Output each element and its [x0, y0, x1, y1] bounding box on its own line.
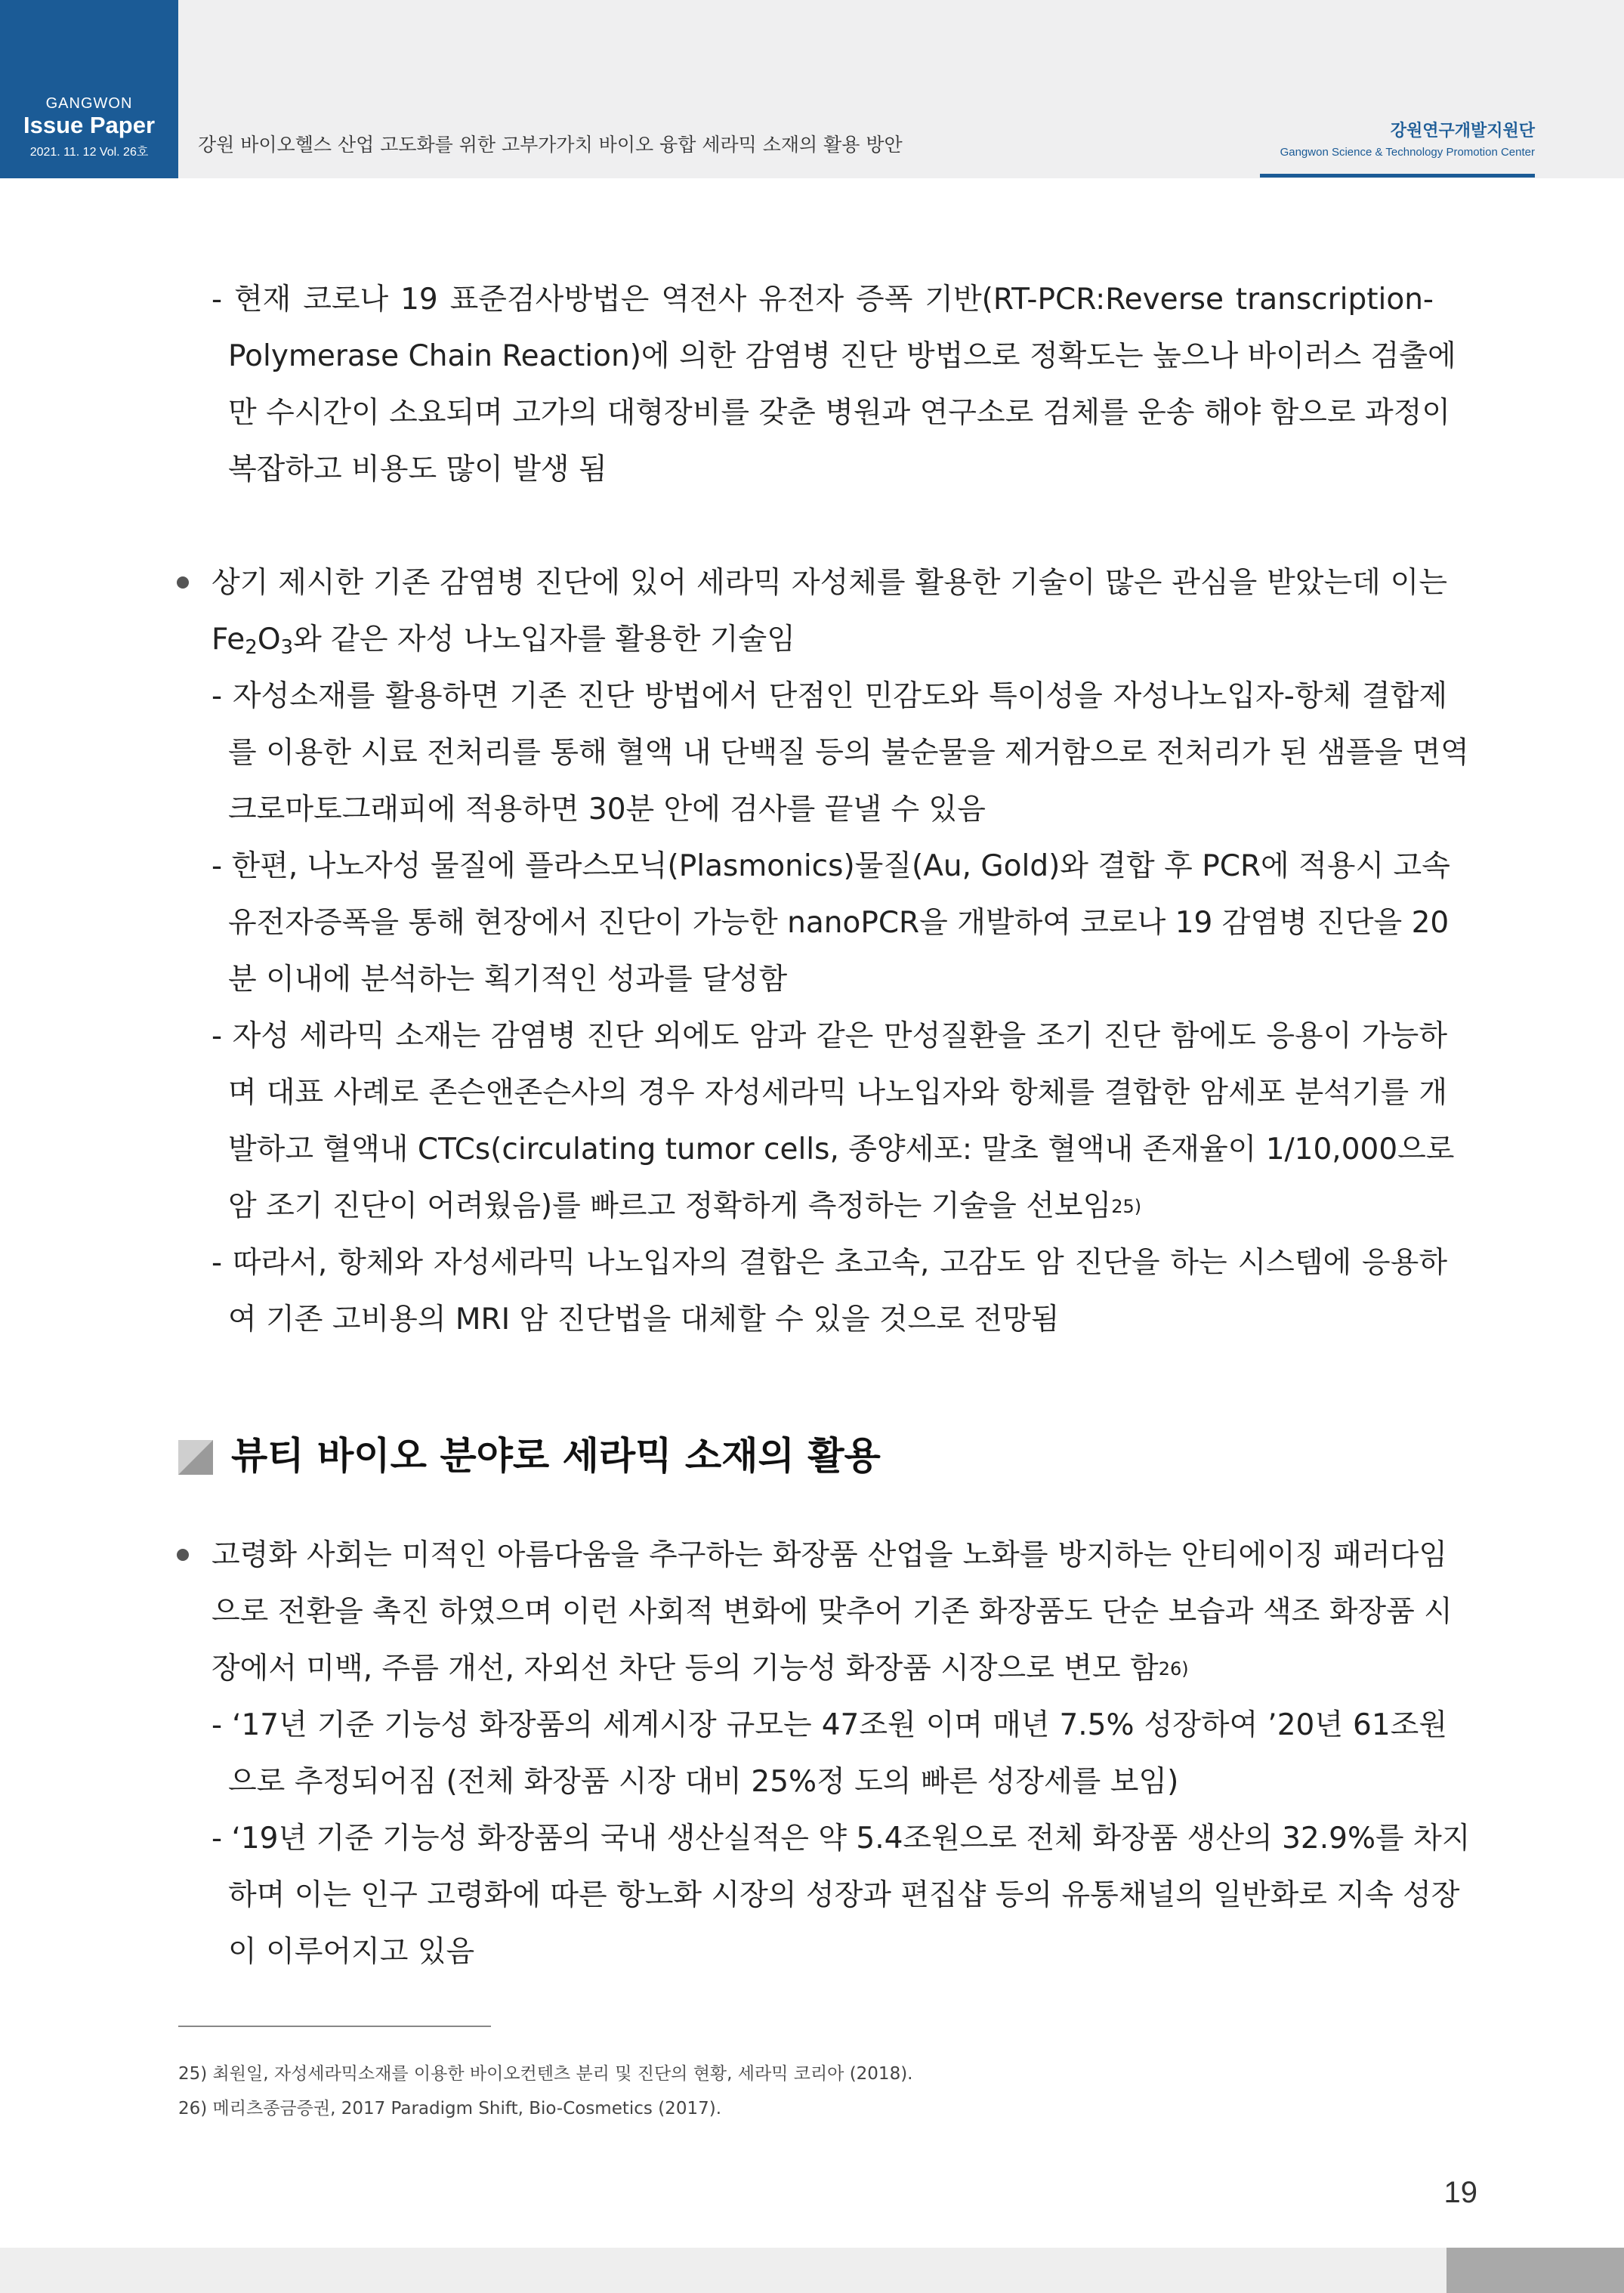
body-line: 며 대표 사례로 존슨앤존슨사의 경우 자성세라믹 나노입자와 항체를 결합한 암세포 분석기를 개 [228, 1076, 1447, 1110]
body-line: - 현재 코로나 19 표준검사방법은 역전사 유전자 증폭 기반(RT-PCR:Reverse transcription- [211, 283, 1434, 317]
body-line: 상기 제시한 기존 감염병 진단에 있어 세라믹 자성체를 활용한 기술이 많은 관심을 받았는데 이는 [211, 566, 1447, 600]
formula-rest: 와 같은 자성 나노입자를 활용한 기술임 [293, 623, 795, 657]
body-line [228, 1188, 1141, 1225]
page-header [0, 0, 1624, 178]
footnote: 26) 메리츠종금증권, 2017 Paradigm Shift, Bio-Cosmetics (2017). [178, 2099, 722, 2118]
formula-fe: Fe [211, 623, 245, 657]
body-line: 를 이용한 시료 전처리를 통해 혈액 내 단백질 등의 불순물을 제거함으로 전처리가 된 샘플을 면역 [228, 736, 1469, 770]
document-title: 강원 바이오헬스 산업 고도화를 위한 고부가가치 바이오 융합 세라믹 소재의 활용 방안 [198, 134, 903, 156]
issue-date: 2021. 11. 12 Vol. 26호 [29, 146, 149, 159]
body-line: - ‘19년 기준 기능성 화장품의 국내 생산실적은 약 5.4조원으로 전체 화장품 생산의 32.9%를 차지 [211, 1822, 1471, 1856]
footnote: 25) 최원일, 자성세라믹소재를 이용한 바이오컨텐츠 분리 및 진단의 현황, 세라믹 코리아 (2018). [178, 2064, 913, 2084]
body-line: 으로 추정되어짐 (전체 화장품 시장 대비 25%정 도의 빠른 성장세를 보임) [228, 1765, 1179, 1799]
body-line: - 한편, 나노자성 물질에 플라스모닉(Plasmonics)물질(Au, Gold)와 결합 후 PCR에 적용시 고속 [211, 849, 1450, 883]
body-line [211, 621, 795, 659]
page-number: 19 [1443, 2176, 1477, 2209]
footer-band [0, 2248, 1446, 2293]
section-title: 뷰티 바이오 분야로 세라믹 소재의 활용 [231, 1434, 881, 1478]
bullet-icon [177, 1549, 189, 1561]
brand-issue-paper: Issue Paper [23, 112, 156, 138]
brand-gangwon: GANGWON [45, 95, 133, 112]
body-line [211, 1650, 1189, 1688]
body-line: 으로 전환을 촉진 하였으며 이런 사회적 변화에 맞추어 기존 화장품도 단순 보습과 색조 화장품 시 [211, 1595, 1453, 1629]
bullet-icon [177, 576, 189, 589]
body-line: 복잡하고 비용도 많이 발생 됨 [228, 453, 607, 487]
formula-subscript: 2 [245, 636, 258, 659]
body-line: - 자성소재를 활용하면 기존 진단 방법에서 단점인 민감도와 특이성을 자성나노입자-항체 결합제 [211, 679, 1447, 713]
body-line: - 자성 세라믹 소재는 감염병 진단 외에도 암과 같은 만성질환을 조기 진단 함에도 응용이 가능하 [211, 1019, 1447, 1053]
body-line: 만 수시간이 소요되며 고가의 대형장비를 갖춘 병원과 연구소로 검체를 운송 해야 함으로 과정이 [228, 396, 1451, 430]
organization-name-english: Gangwon Science & Technology Promotion Center [1280, 146, 1535, 159]
body-text: 장에서 미백, 주름 개선, 자외선 차단 등의 기능성 화장품 시장으로 변모 함 [211, 1652, 1159, 1686]
organization-underline [1260, 174, 1535, 178]
body-line: 발하고 혈액내 CTCs(circulating tumor cells, 종양세포: 말초 혈액내 존재율이 1/10,000으로 [228, 1133, 1455, 1167]
organization-name-korean: 강원연구개발지원단 [1390, 122, 1535, 141]
issue-paper-logo [0, 0, 178, 178]
section-square-icon [178, 1440, 213, 1475]
body-line: 이 이루어지고 있음 [228, 1935, 475, 1969]
footer-block [1446, 2248, 1624, 2293]
body-text: 암 조기 진단이 어려웠음)를 빠르고 정확하게 측정하는 기술을 선보임 [228, 1189, 1112, 1223]
formula-subscript: 3 [280, 636, 294, 659]
body-line: 크로마토그래피에 적용하면 30분 안에 검사를 끝낼 수 있음 [228, 793, 986, 827]
body-line: 여 기존 고비용의 MRI 암 진단법을 대체할 수 있을 것으로 전망됨 [228, 1303, 1060, 1337]
body-line: 분 이내에 분석하는 획기적인 성과를 달성함 [228, 963, 788, 997]
footnote-ref: 26) [1158, 1658, 1189, 1680]
body-line: 고령화 사회는 미적인 아름다움을 추구하는 화장품 산업을 노화를 방지하는 안티에이징 패러다임 [211, 1538, 1447, 1572]
formula-o: O [257, 623, 281, 657]
footnote-divider [178, 2026, 491, 2027]
body-line: 하며 이는 인구 고령화에 따른 항노화 시장의 성장과 편집샵 등의 유통채널의 일반화로 지속 성장 [228, 1878, 1460, 1912]
body-line: - ‘17년 기준 기능성 화장품의 세계시장 규모는 47조원 이며 매년 7.5% 성장하여 ’20년 61조원 [211, 1708, 1447, 1742]
body-line: 유전자증폭을 통해 현장에서 진단이 가능한 nanoPCR을 개발하여 코로나 19 감염병 진단을 20 [228, 906, 1450, 940]
body-line: - 따라서, 항체와 자성세라믹 나노입자의 결합은 초고속, 고감도 암 진단을 하는 시스템에 응용하 [211, 1246, 1447, 1280]
body-line: Polymerase Chain Reaction)에 의한 감염병 진단 방법으로 정확도는 높으나 바이러스 검출에 [228, 339, 1456, 373]
footnote-ref: 25) [1111, 1196, 1142, 1217]
